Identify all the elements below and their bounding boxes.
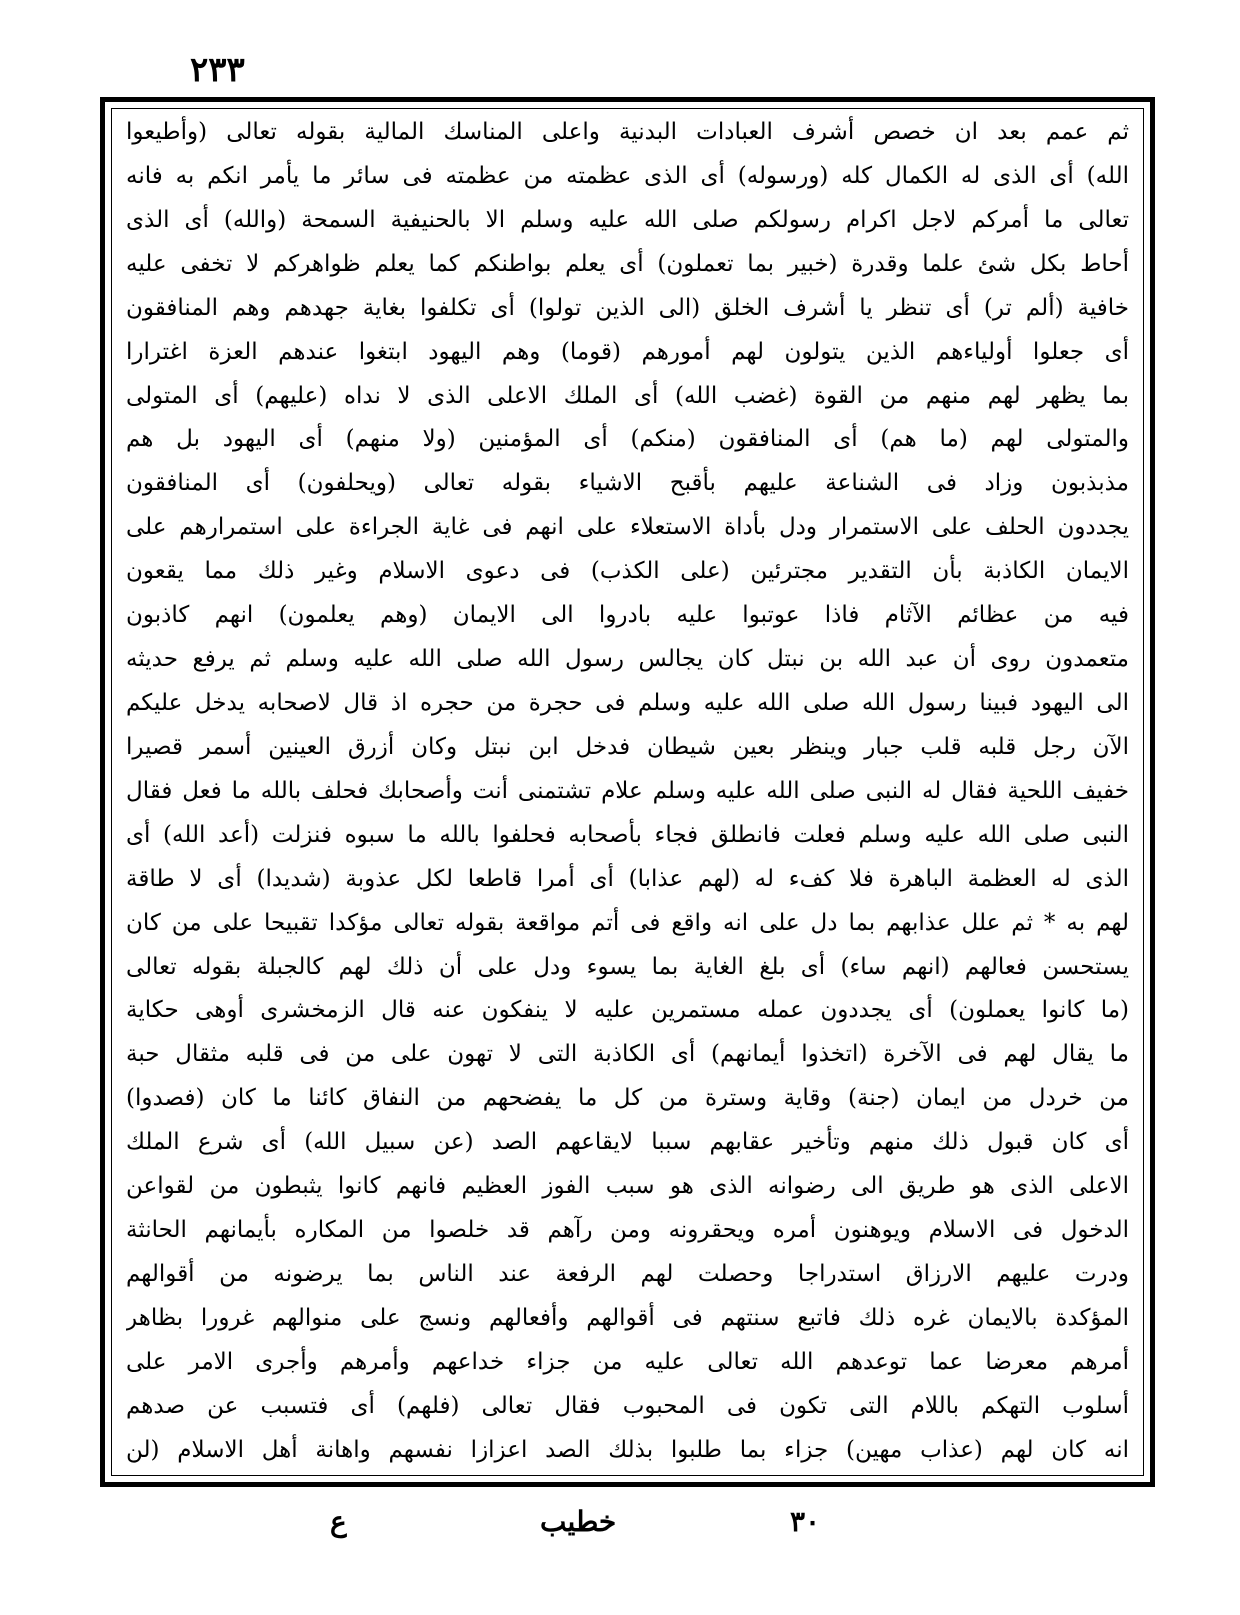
signature-number: ٣٠ — [790, 1505, 821, 1538]
page-border-inner — [111, 108, 1144, 1476]
text-line: الله) أى الذى له الكمال كله (ورسوله) أى الذى عظمته من عظمته فى سائر ما يأمر انكم به فانه — [126, 162, 1129, 189]
signature-letter: ع — [330, 1505, 347, 1538]
text-line: لهم به * ثم علل عذابهم بما دل على انه واقع فى أتم مواقعة بقوله تعالى مؤكدا تقبيحا على من كان — [126, 909, 1129, 936]
text-line: من خردل من ايمان (جنة) وقاية وسترة من كل ما يفضحهم من النفاق كائنا ما كان (فصدوا) — [126, 1085, 1129, 1112]
text-line: مذبذبون وزاد فى الشناعة عليهم بأقبح الاشياء بقوله تعالى (ويحلفون) أى المنافقون — [126, 470, 1129, 497]
signature-title: خطيب — [540, 1505, 617, 1538]
text-line: الآن رجل قلبه قلب جبار وينظر بعين شيطان فدخل ابن نبتل وكان أزرق العينين أسمر قصيرا — [126, 733, 1129, 760]
text-line: أحاط بكل شئ علما وقدرة (خبير بما تعملون) أى يعلم بواطنكم كما يعلم ظواهركم لا تخفى عليه — [126, 250, 1129, 277]
text-line: أى جعلوا أولياءهم الذين يتولون لهم أمورهم (قوما) وهم اليهود ابتغوا عندهم العزة اغترارا — [126, 338, 1129, 365]
text-line: خافية (ألم تر) أى تنظر يا أشرف الخلق (الى الذين تولوا) أى تكلفوا بغاية جهدهم وهم المنافقون — [126, 294, 1129, 321]
text-line: والمتولى لهم (ما هم) أى المنافقون (منكم) أى المؤمنين (ولا منهم) أى اليهود بل هم — [126, 426, 1129, 453]
page-border — [100, 97, 1155, 1487]
text-line: أسلوب التهكم باللام التى تكون فى المحبوب فقال تعالى (فلهم) أى فتسبب عن صدهم — [126, 1392, 1129, 1419]
text-line: الايمان الكاذبة بأن التقدير مجترئين (على الكذب) فى دعوى الاسلام وغير ذلك مما يقعون — [126, 558, 1129, 585]
text-body — [126, 113, 1129, 1469]
text-line: تعالى ما أمركم لاجل اكرام رسولكم صلى الله عليه وسلم الا بالحنيفية السمحة (والله) أى الذى — [126, 206, 1129, 233]
text-line: ما يقال لهم فى الآخرة (اتخذوا أيمانهم) أى الكاذبة التى لا تهون على من فى قلبه مثقال حبة — [126, 1041, 1129, 1068]
text-line: ودرت عليهم الارزاق استدراجا وحصلت لهم الرفعة عند الناس بما يرضونه من أقوالهم — [126, 1260, 1129, 1287]
text-line: الاعلى الذى هو طريق الى رضوانه الذى هو سبب الفوز العظيم فانهم كانوا يثبطون من لقواعن — [126, 1173, 1129, 1200]
text-line: الذى له العظمة الباهرة فلا كفء له (لهم عذابا) أى أمرا قاطعا لكل عذوبة (شديدا) أى لا طاقة — [126, 865, 1129, 892]
text-line: يستحسن فعالهم (انهم ساء) أى بلغ الغاية بما يسوء ودل على أن ذلك لهم كالجبلة بقوله تعالى — [126, 953, 1129, 980]
text-line: بما يظهر لهم منهم من القوة (غضب الله) أى الملك الاعلى الذى لا نداه (عليهم) أى المتولى — [126, 382, 1129, 409]
text-line: فيه من عظائم الآثام فاذا عوتبوا عليه بادروا الى الايمان (وهم يعلمون) انهم كاذبون — [126, 602, 1129, 629]
text-line: خفيف اللحية فقال له النبى صلى الله عليه وسلم علام تشتمنى أنت وأصحابك فحلف بالله ما فعل فقال — [126, 777, 1129, 804]
text-line: انه كان لهم (عذاب مهين) جزاء بما طلبوا بذلك الصد اعزازا نفسهم واهانة أهل الاسلام (لن — [126, 1436, 1129, 1463]
text-line: أى كان قبول ذلك منهم وتأخير عقابهم سببا لايقاعهم الصد (عن سبيل الله) أى شرع الملك — [126, 1129, 1129, 1156]
text-line: يجددون الحلف على الاستمرار ودل بأداة الاستعلاء على انهم فى غاية الجراءة على استمرارهم على — [126, 514, 1129, 541]
text-line: ثم عمم بعد ان خصص أشرف العبادات البدنية واعلى المناسك المالية بقوله تعالى (وأطيعوا — [126, 119, 1129, 145]
text-line: الدخول فى الاسلام ويوهنون أمره ويحقرونه ومن رآهم قد خلصوا من المكاره بأيمانهم الحانثة — [126, 1217, 1129, 1244]
text-line: (ما كانوا يعملون) أى يجددون عمله مستمرين عليه لا ينفكون عنه قال الزمخشرى أوهى حكاية — [126, 997, 1129, 1024]
text-line: النبى صلى الله عليه وسلم فعلت فانطلق فجاء بأصحابه فحلفوا بالله ما سبوه فنزلت (أعد الله) أى — [126, 821, 1129, 848]
text-line: متعمدون روى أن عبد الله بن نبتل كان يجالس رسول الله صلى الله عليه وسلم ثم يرفع حديثه — [126, 646, 1129, 673]
text-line: المؤكدة بالايمان غره ذلك فاتبع سنتهم فى أقوالهم وأفعالهم ونسج على منوالهم غرورا بظاهر — [126, 1304, 1129, 1331]
text-line: الى اليهود فبينا رسول الله صلى الله عليه وسلم فى حجرة من حجره اذ قال لاصحابه يدخل عليكم — [126, 689, 1129, 716]
text-line: أمرهم معرضا عما توعدهم الله تعالى عليه من جزاء خداعهم وأمرهم وأجرى الامر على — [126, 1348, 1129, 1375]
page-number: ٢٣٣ — [190, 50, 245, 90]
footer — [0, 1505, 1240, 1545]
